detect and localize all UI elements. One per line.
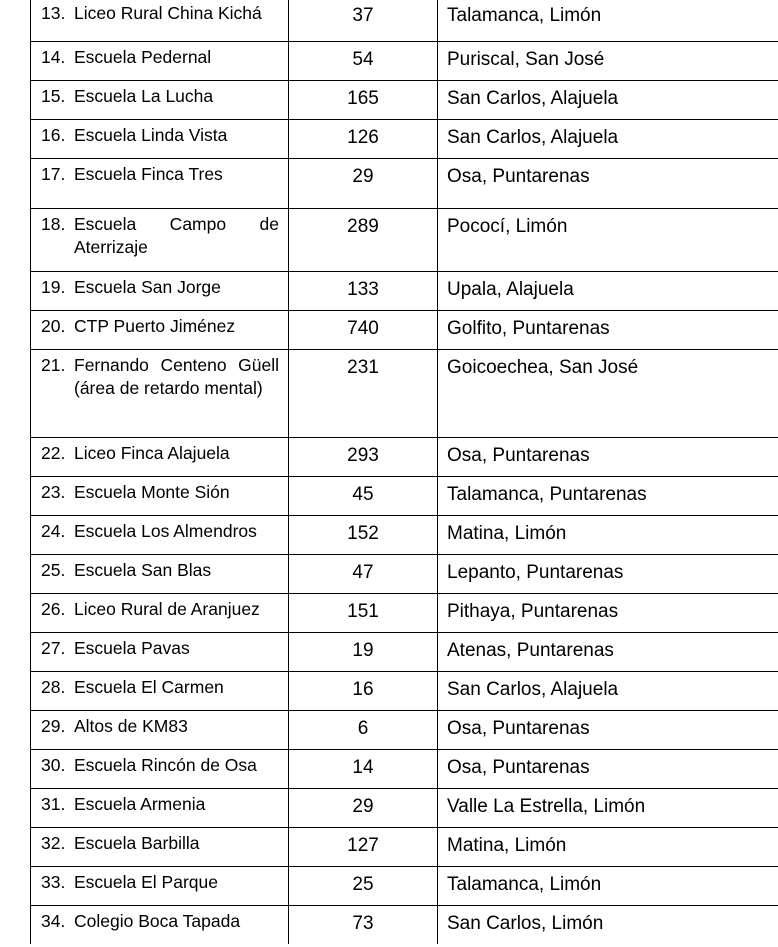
location: San Carlos, Alajuela	[438, 671, 778, 710]
table-row	[31, 158, 778, 208]
table-row	[31, 437, 778, 476]
student-count: 6	[289, 710, 438, 749]
school-name-cell	[31, 671, 289, 710]
row-number: 24.	[41, 520, 66, 541]
table-row	[31, 41, 778, 80]
row-number: 17.	[41, 163, 66, 184]
row-number: 13.	[41, 3, 66, 23]
row-number: 19.	[41, 276, 66, 297]
location: Talamanca, Limón	[438, 0, 778, 41]
student-count: 165	[289, 80, 438, 119]
student-count: 16	[289, 671, 438, 710]
row-number: 31.	[41, 793, 66, 814]
row-number: 25.	[41, 559, 66, 580]
school-name: Escuela El Parque	[74, 871, 218, 892]
school-name: Escuela San Jorge	[74, 276, 221, 297]
student-count: 29	[289, 788, 438, 827]
row-number: 26.	[41, 598, 66, 619]
location: San Carlos, Alajuela	[438, 119, 778, 158]
table-row	[31, 710, 778, 749]
location: Puriscal, San José	[438, 41, 778, 80]
location: Osa, Puntarenas	[438, 710, 778, 749]
row-number: 32.	[41, 832, 66, 853]
school-name-cell	[31, 271, 289, 310]
school-name: Colegio Boca Tapada	[74, 910, 241, 931]
row-number: 28.	[41, 676, 66, 697]
row-number: 22.	[41, 442, 66, 463]
table-row	[31, 788, 778, 827]
location: Osa, Puntarenas	[438, 749, 778, 788]
location: Talamanca, Puntarenas	[438, 476, 778, 515]
row-number: 34.	[41, 910, 66, 931]
student-count: 293	[289, 437, 438, 476]
row-number: 30.	[41, 754, 66, 775]
student-count: 231	[289, 349, 438, 437]
location: Talamanca, Limón	[438, 866, 778, 905]
school-name: Escuela Rincón de Osa	[74, 754, 257, 775]
row-number: 33.	[41, 871, 66, 892]
table-row	[31, 349, 778, 437]
location: Lepanto, Puntarenas	[438, 554, 778, 593]
location: Matina, Limón	[438, 515, 778, 554]
row-number: 29.	[41, 715, 66, 736]
location: Osa, Puntarenas	[438, 437, 778, 476]
student-count: 47	[289, 554, 438, 593]
school-name-cell	[31, 710, 289, 749]
location: San Carlos, Limón	[438, 905, 778, 944]
location: Golfito, Puntarenas	[438, 310, 778, 349]
school-name: Escuela Finca Tres	[74, 163, 223, 184]
school-name-cell	[31, 119, 289, 158]
student-count: 54	[289, 41, 438, 80]
table-row	[31, 827, 778, 866]
table-row	[31, 749, 778, 788]
school-name: Escuela Los Almendros	[74, 520, 257, 541]
school-name-cell	[31, 827, 289, 866]
location: Upala, Alajuela	[438, 271, 778, 310]
row-number: 14.	[41, 46, 66, 67]
school-name-cell	[31, 349, 289, 437]
school-name: Escuela El Carmen	[74, 676, 224, 697]
table-row	[31, 310, 778, 349]
student-count: 45	[289, 476, 438, 515]
row-number: 23.	[41, 481, 66, 502]
school-name: Escuela San Blas	[74, 559, 212, 580]
student-count: 127	[289, 827, 438, 866]
student-count: 740	[289, 310, 438, 349]
table-row	[31, 271, 778, 310]
school-name-cell	[31, 515, 289, 554]
table-row	[31, 208, 778, 271]
location: Goicoechea, San José	[438, 349, 778, 437]
school-name-cell	[31, 80, 289, 119]
student-count: 25	[289, 866, 438, 905]
row-number: 18.	[41, 213, 66, 234]
school-name: Liceo Rural China Kichá	[74, 3, 262, 23]
school-name-cell	[31, 437, 289, 476]
table-row	[31, 632, 778, 671]
table-row	[31, 671, 778, 710]
location: Osa, Puntarenas	[438, 158, 778, 208]
school-name-cell	[31, 749, 289, 788]
student-count: 133	[289, 271, 438, 310]
table-row	[31, 119, 778, 158]
table-row	[31, 866, 778, 905]
school-name-cell	[31, 905, 289, 944]
table-row	[31, 0, 778, 41]
student-count: 14	[289, 749, 438, 788]
location: Pococí, Limón	[438, 208, 778, 271]
row-number: 20.	[41, 315, 66, 336]
location: Matina, Limón	[438, 827, 778, 866]
school-name-cell	[31, 310, 289, 349]
school-name: CTP Puerto Jiménez	[74, 315, 236, 336]
school-name: Escuela La Lucha	[74, 85, 214, 106]
school-name-cell	[31, 476, 289, 515]
school-name: Escuela Armenia	[74, 793, 206, 814]
school-name-cell	[31, 208, 289, 271]
school-name: Altos de KM83	[74, 715, 188, 736]
student-count: 126	[289, 119, 438, 158]
row-number: 15.	[41, 85, 66, 106]
location: Pithaya, Puntarenas	[438, 593, 778, 632]
location: Valle La Estrella, Limón	[438, 788, 778, 827]
school-name-cell	[31, 866, 289, 905]
school-name: Liceo Rural de Aranjuez	[74, 598, 260, 619]
student-count: 73	[289, 905, 438, 944]
school-name-cell	[31, 41, 289, 80]
schools-table	[30, 0, 778, 944]
table-row	[31, 80, 778, 119]
location: San Carlos, Alajuela	[438, 80, 778, 119]
school-name: Liceo Finca Alajuela	[74, 442, 230, 463]
table-row	[31, 554, 778, 593]
school-name-cell	[31, 593, 289, 632]
school-name: Escuela Pedernal	[74, 46, 212, 67]
student-count: 37	[289, 0, 438, 41]
school-name: Escuela Campo de Aterrizaje	[74, 213, 279, 257]
school-name-cell	[31, 554, 289, 593]
row-number: 21.	[41, 354, 66, 375]
table-row	[31, 515, 778, 554]
school-name-cell	[31, 0, 289, 41]
student-count: 151	[289, 593, 438, 632]
row-number: 27.	[41, 637, 66, 658]
student-count: 152	[289, 515, 438, 554]
school-name: Escuela Barbilla	[74, 832, 200, 853]
row-number: 16.	[41, 124, 66, 145]
location: Atenas, Puntarenas	[438, 632, 778, 671]
school-name: Escuela Monte Sión	[74, 481, 230, 502]
school-name-cell	[31, 788, 289, 827]
table-row	[31, 593, 778, 632]
student-count: 19	[289, 632, 438, 671]
school-name-cell	[31, 632, 289, 671]
school-name: Escuela Pavas	[74, 637, 190, 658]
table-row	[31, 905, 778, 944]
school-name-cell	[31, 158, 289, 208]
student-count: 289	[289, 208, 438, 271]
school-name: Escuela Linda Vista	[74, 124, 228, 145]
table-row	[31, 476, 778, 515]
school-name: Fernando Centeno Güell (área de retardo mental)	[74, 354, 279, 398]
student-count: 29	[289, 158, 438, 208]
